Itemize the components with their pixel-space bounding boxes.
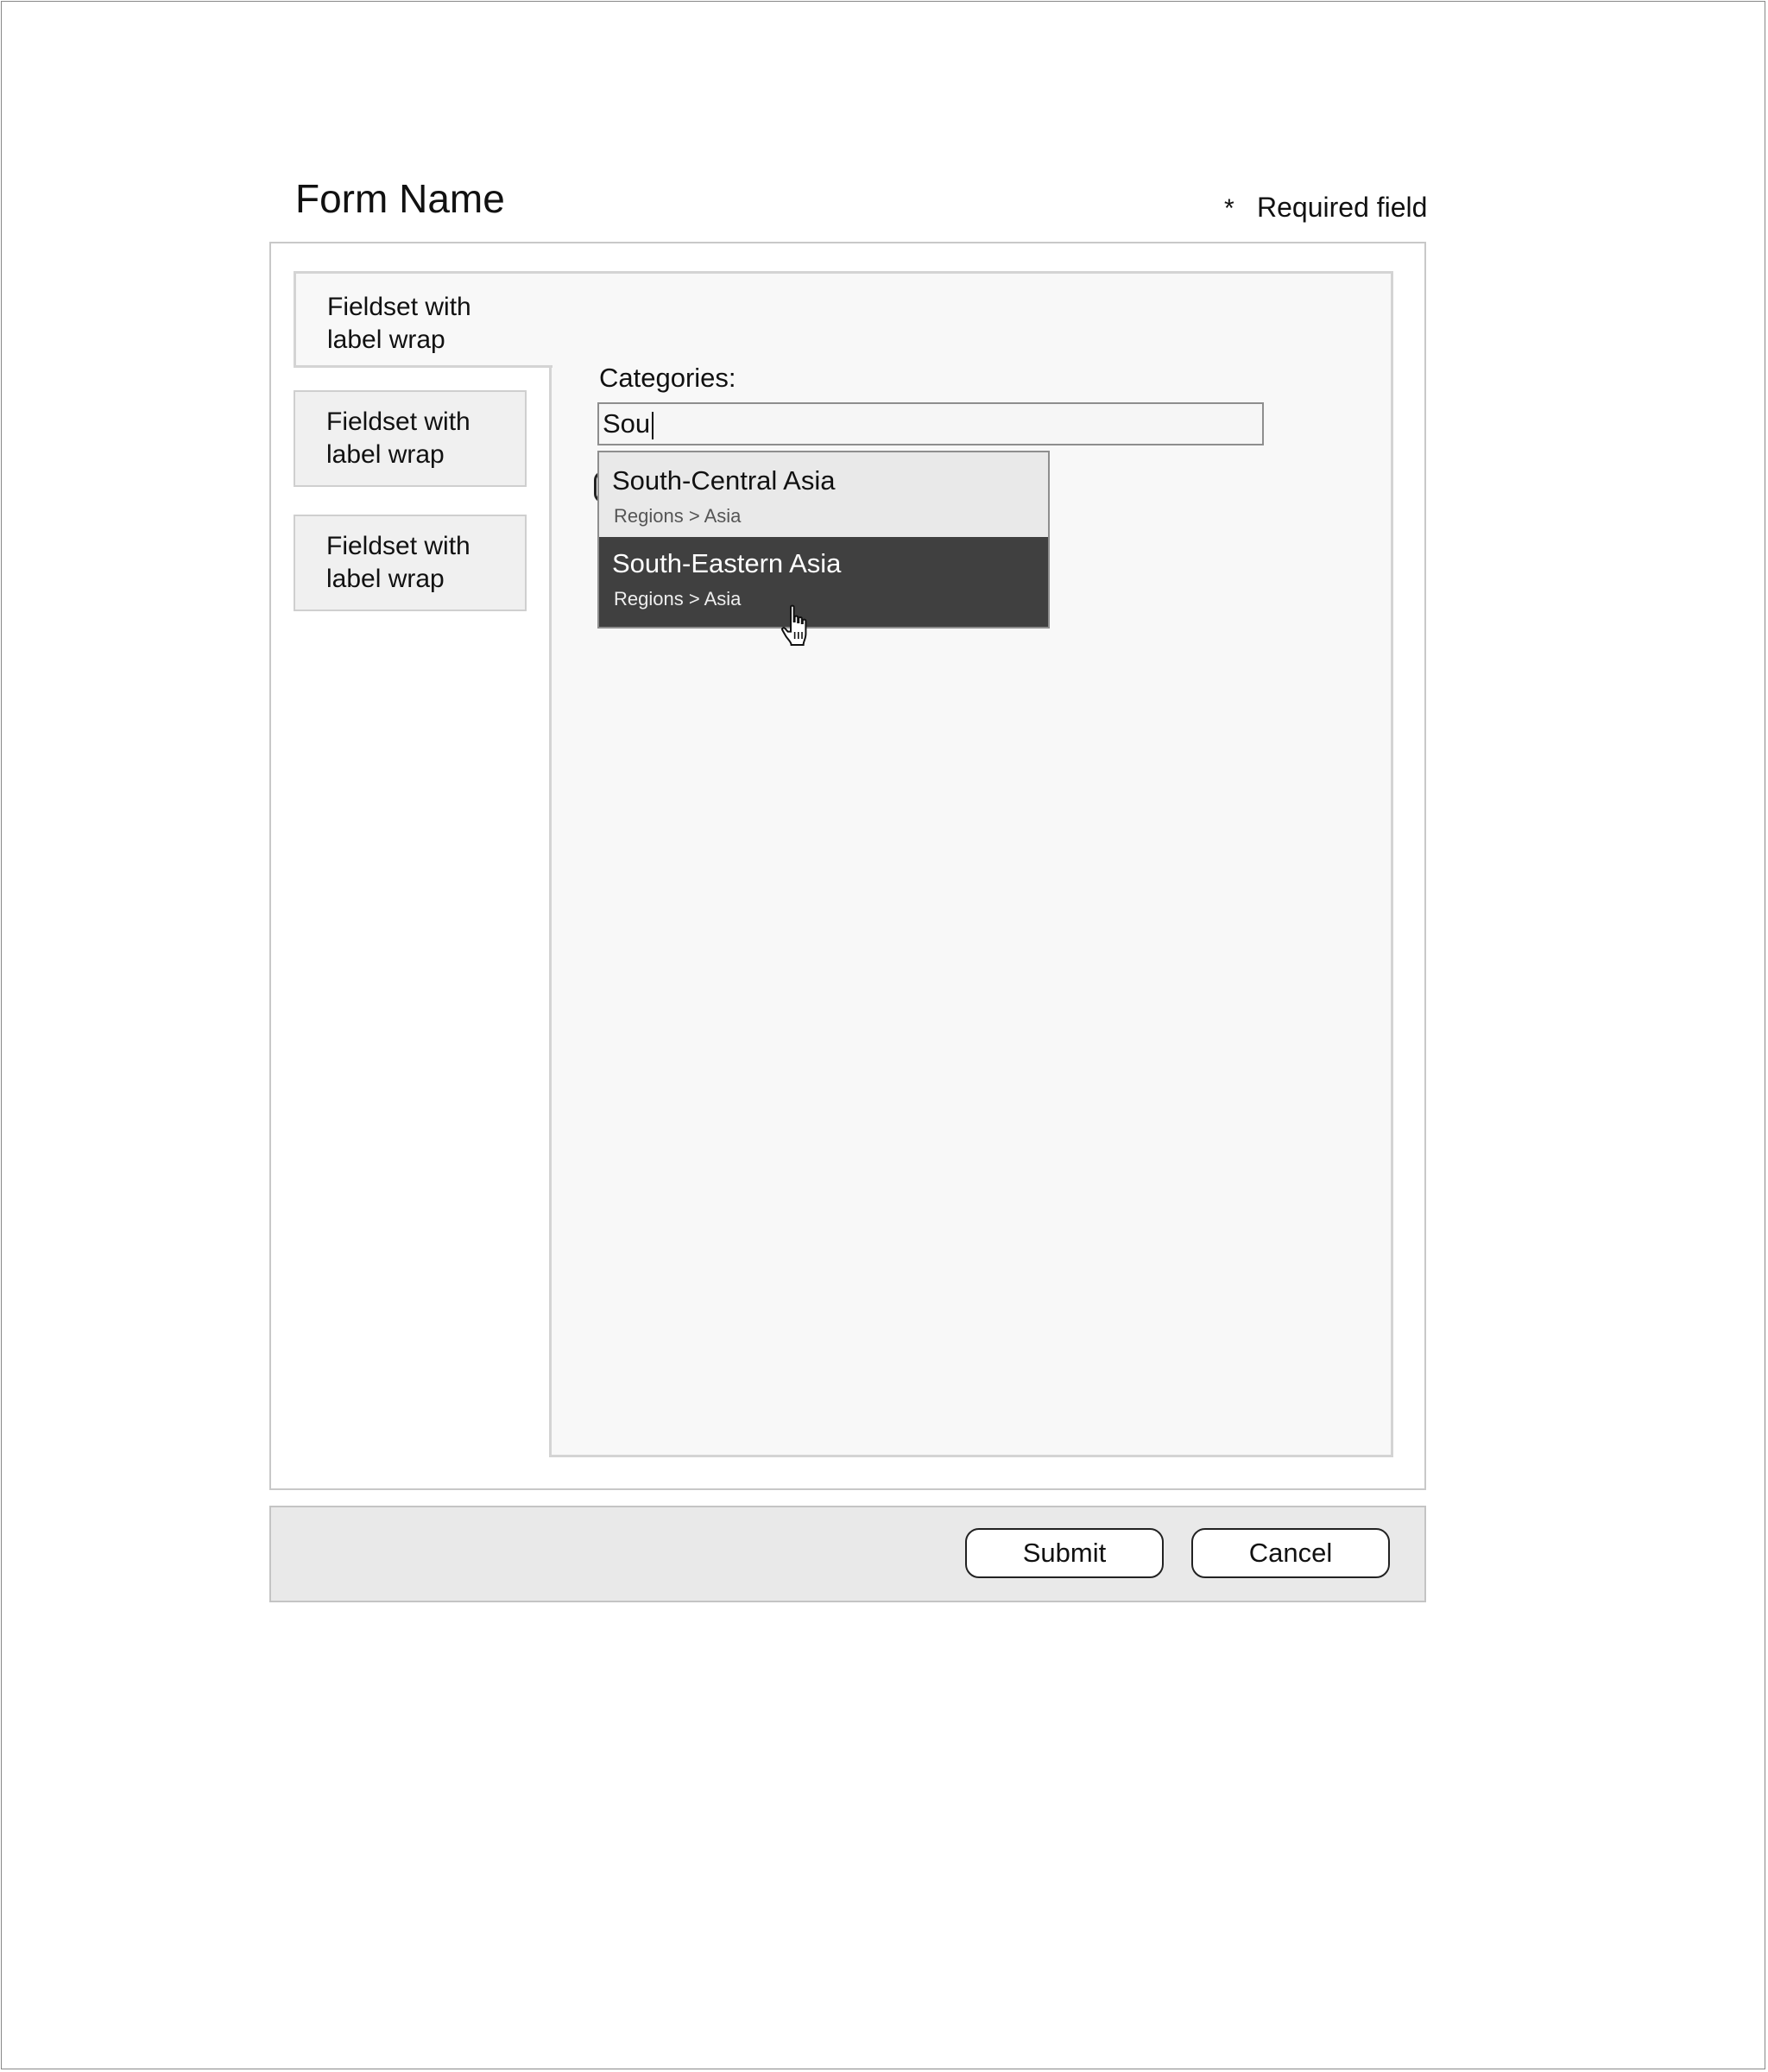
suggestion-path: Regions > Asia [614,588,742,610]
submit-button[interactable]: Submit [965,1528,1164,1578]
required-field-note [1224,190,1427,226]
required-field-label: Required field [1257,192,1428,223]
categories-label: Categories: [599,363,736,393]
tab-fieldset-2[interactable] [294,390,527,487]
categories-input[interactable] [597,402,1264,445]
tab-label-line2: label wrap [327,325,445,354]
form-title: Form Name [295,176,505,221]
tab-label-line2: label wrap [326,440,445,469]
suggestion-title: South-Central Asia [612,465,836,496]
suggestion-item[interactable] [599,452,1048,537]
fieldset-panel [549,271,1393,1457]
asterisk-icon: * [1224,194,1234,223]
cancel-button[interactable]: Cancel [1191,1528,1390,1578]
tab-label-line1: Fieldset with [326,407,470,436]
suggestion-title: South-Eastern Asia [612,548,842,578]
autocomplete-suggestions [597,451,1050,629]
tab-label-line2: label wrap [326,565,445,593]
tab-fieldset-3[interactable] [294,515,527,611]
text-caret [652,412,654,439]
tab-fieldset-1[interactable] [294,271,552,368]
hand-pointer-icon [780,604,817,651]
categories-input-value: Sou [603,408,651,439]
suggestion-path: Regions > Asia [614,505,742,527]
tab-label-line1: Fieldset with [327,293,471,321]
suggestion-item-highlighted[interactable] [599,537,1048,627]
tab-label-line1: Fieldset with [326,532,470,560]
